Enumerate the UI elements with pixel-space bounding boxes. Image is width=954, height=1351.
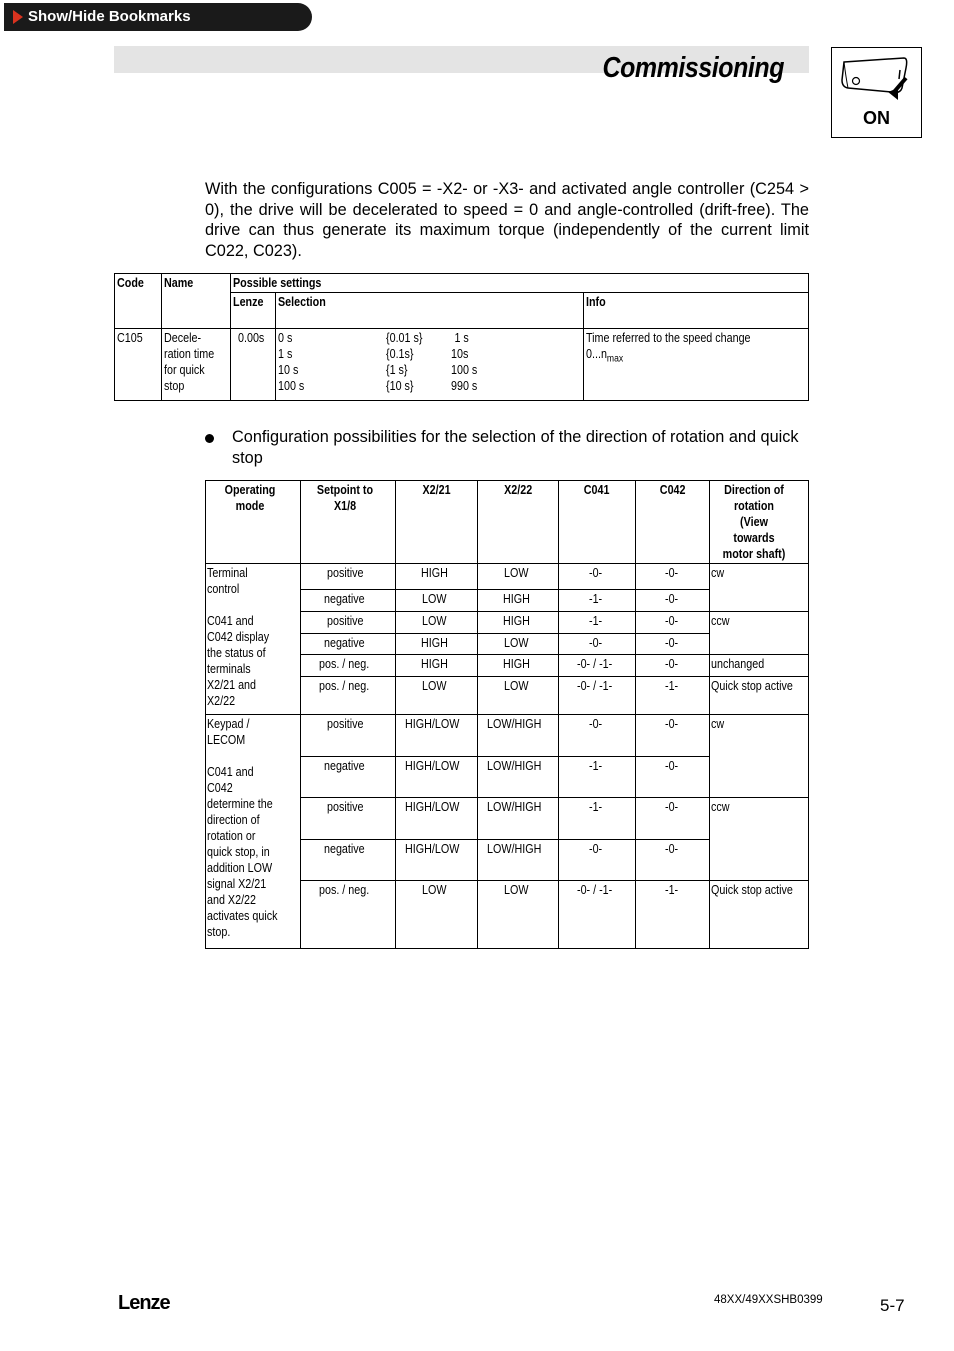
code-header: Code: [115, 274, 162, 329]
cell: LOW: [478, 677, 559, 715]
cell: -0-: [635, 590, 709, 612]
show-hide-bookmarks-button[interactable]: [4, 3, 312, 31]
lenze-header: Lenze: [231, 293, 276, 329]
selection-cell: 0 s 1 s 10 s 100 s {0.01 s} {0.1s} {1 s} {10 s} 1 s 10s 100 s 990 s: [276, 329, 584, 401]
name-cell: Decele- ration time for quick stop: [162, 329, 231, 401]
cell: -1-: [559, 612, 635, 634]
cell: -0-: [559, 564, 635, 590]
cell: HIGH/LOW: [396, 840, 478, 881]
table-row: negative: [301, 840, 396, 881]
switch-icon: [832, 48, 923, 108]
page-title: Commissioning: [602, 52, 784, 84]
cell: LOW/HIGH: [478, 715, 559, 757]
header-c041: C041: [559, 481, 635, 564]
info-header: Info: [584, 293, 809, 329]
table-row: negative: [301, 590, 396, 612]
header-x2-22: X2/22: [478, 481, 559, 564]
cell: HIGH: [396, 564, 478, 590]
cell: -1-: [635, 677, 709, 715]
table-row: pos. / neg.: [301, 881, 396, 949]
info-cell: Time referred to the speed change $0...n_{max}$: [584, 329, 809, 401]
terminal-mode-cell: Terminal control C041 and C042 display the status of terminals X2/21 and X2/22: [206, 564, 301, 715]
cell: LOW: [396, 612, 478, 634]
cell: -0-: [635, 634, 709, 655]
direction-ccw: ccw: [709, 798, 808, 881]
table-row: positive: [301, 564, 396, 590]
table-row: positive: [301, 798, 396, 840]
header-x2-21: X2/21: [396, 481, 478, 564]
direction-ccw: ccw: [709, 612, 808, 655]
cell: -0-: [635, 757, 709, 798]
cell: -0-: [635, 655, 709, 677]
selection-header: Selection: [276, 293, 584, 329]
cell: -0-: [635, 715, 709, 757]
cell: HIGH: [396, 655, 478, 677]
cell: -1-: [635, 881, 709, 949]
cell: -1-: [559, 798, 635, 840]
cell: -0-: [635, 798, 709, 840]
table-row: pos. / neg.: [301, 655, 396, 677]
cell: -0-: [635, 612, 709, 634]
cell: HIGH: [396, 634, 478, 655]
document-code: 48XX/49XXSHB0399: [714, 1294, 823, 1306]
header-c042: C042: [635, 481, 709, 564]
bullet-item: [205, 427, 809, 468]
direction-cw: cw: [709, 715, 808, 798]
direction-cw: cw: [709, 564, 808, 612]
cell: LOW/HIGH: [478, 757, 559, 798]
cell: -0-: [635, 564, 709, 590]
direction-unchanged: unchanged: [709, 655, 808, 677]
header-setpoint: Setpoint to X1/8: [301, 481, 396, 564]
cell: LOW: [396, 677, 478, 715]
cell: -0-: [635, 840, 709, 881]
cell: -1-: [559, 590, 635, 612]
cell: LOW: [478, 634, 559, 655]
header-direction: Direction of rotation (View towards motor shaft): [709, 481, 808, 564]
cell: -0- / -1-: [559, 677, 635, 715]
code-cell: C105: [115, 329, 162, 401]
name-header: Name: [162, 274, 231, 329]
lenze-logo: Lenze: [118, 1292, 170, 1314]
intro-paragraph: With the configurations C005 = -X2- or -X3- and activated angle controller (C254 > 0), the drive will be decelerated to speed = 0 and angle-controlled (drift-free). The drive can thus generate its maximum torque (independently of the current limit C022, C023).: [205, 180, 809, 260]
triangle-icon: [13, 10, 23, 24]
cell: HIGH/LOW: [396, 715, 478, 757]
on-label: ON: [863, 108, 890, 128]
table-row: negative: [301, 634, 396, 655]
cell: HIGH: [478, 655, 559, 677]
cell: -0-: [559, 634, 635, 655]
parameter-table: [114, 273, 809, 401]
table-row: negative: [301, 757, 396, 798]
cell: -0- / -1-: [559, 655, 635, 677]
bullet-icon: [205, 434, 214, 443]
cell: LOW/HIGH: [478, 798, 559, 840]
table-row: pos. / neg.: [301, 677, 396, 715]
cell: LOW: [478, 881, 559, 949]
on-switch-badge: [831, 47, 922, 138]
table-row: positive: [301, 715, 396, 757]
possible-settings-header: Possible settings: [231, 274, 809, 293]
direction-quick-stop: Quick stop active: [709, 677, 808, 715]
cell: -1-: [559, 757, 635, 798]
cell: LOW: [396, 590, 478, 612]
cell: LOW: [396, 881, 478, 949]
page-number: 5-7: [880, 1296, 905, 1315]
cell: -0- / -1-: [559, 881, 635, 949]
table-row: positive: [301, 612, 396, 634]
cell: LOW/HIGH: [478, 840, 559, 881]
cell: -0-: [559, 715, 635, 757]
bullet-text: Configuration possibilities for the selection of the direction of rotation and quick stop: [232, 428, 799, 467]
cell: HIGH: [478, 612, 559, 634]
header-operating-mode: Operating mode: [206, 481, 301, 564]
direction-table: [205, 480, 809, 949]
cell: HIGH/LOW: [396, 798, 478, 840]
cell: HIGH/LOW: [396, 757, 478, 798]
keypad-mode-cell: Keypad / LECOM C041 and C042 determine the direction of rotation or quick stop, in addition LOW signal X2/21 and X2/22 activates quick stop.: [206, 715, 301, 949]
cell: HIGH: [478, 590, 559, 612]
lenze-cell: 0.00s: [231, 329, 276, 401]
bookmarks-label: Show/Hide Bookmarks: [28, 8, 191, 25]
cell: LOW: [478, 564, 559, 590]
direction-quick-stop: Quick stop active: [709, 881, 808, 949]
cell: -0-: [559, 840, 635, 881]
